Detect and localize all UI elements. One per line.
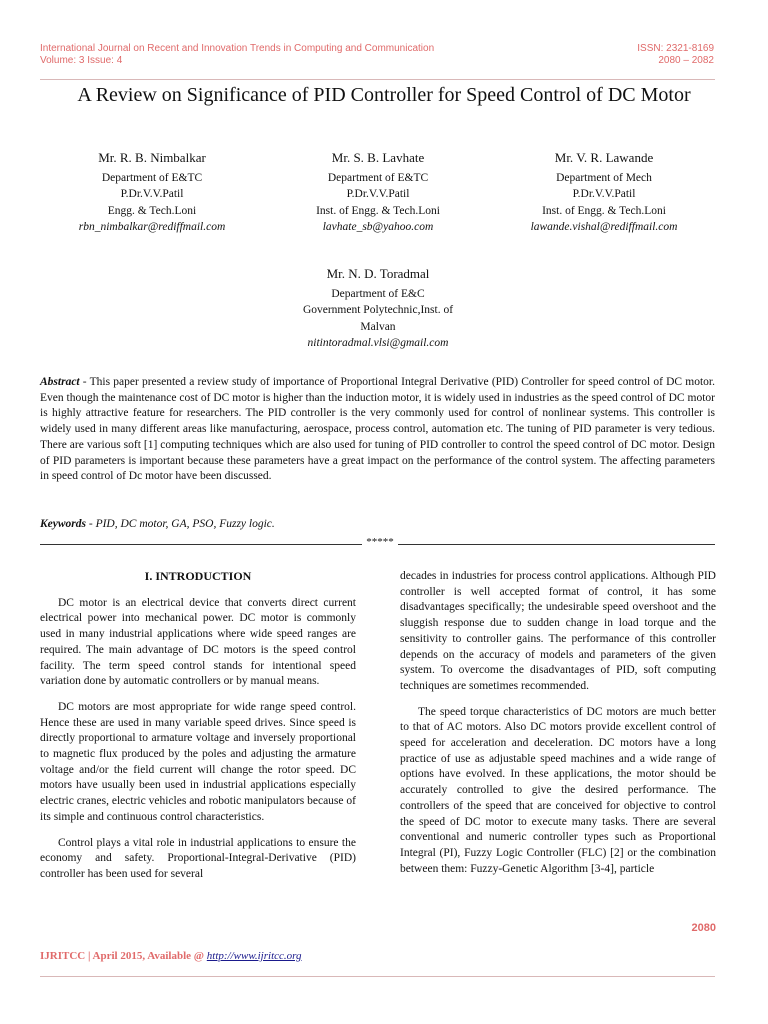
paper-title: A Review on Significance of PID Controller for Speed Control of DC Motor [77, 84, 691, 106]
section-separator [40, 536, 715, 548]
author-email: rbn_nimbalkar@rediffmail.com [78, 221, 226, 233]
issn-header [637, 43, 714, 67]
left-column [40, 569, 356, 893]
keywords [40, 518, 715, 530]
author-institution: Malvan [360, 320, 396, 333]
author-institution: Engg. & Tech.Loni [107, 204, 197, 217]
author-email: nitintoradmal.vlsi@gmail.com [307, 337, 449, 349]
footer-divider [40, 976, 715, 977]
footer [40, 950, 302, 962]
abstract-label: Abstract [40, 376, 80, 388]
author-department: Department of Mech [556, 171, 652, 184]
author-institution: P.Dr.V.V.Patil [346, 188, 410, 200]
author-name: Mr. S. B. Lavhate [331, 150, 425, 165]
author-institution: Inst. of Engg. & Tech.Loni [316, 204, 440, 217]
abstract-text: - This paper presented a review study of importance of Proportional Integral Derivative (PID) Controller for speed control of DC motor. Even though the maintenance cost of DC motor is higher than the induction motor, it is widely used in industries as the speed control of DC motor is highly attractive feature for researchers. The PID controller is the very commonly used for control of nonlinear systems. This controller is widely used in many different areas like manufacturing, aerospace, process control, automation etc. The tuning of PID parameter is very tedious. There are various soft [1] computing techniques which are also used for tuning of PID controller to control the speed control of DC motor. Design of PID parameters is important because these parameters have a great impact on the performance of the control system. The affecting parameters in speed control of Dc motor have been discussed. [40, 376, 715, 483]
separator-line-left [40, 544, 362, 545]
body-paragraph: decades in industries for process control applications. Although PID controller is well accepted format of control, it has some disadvantages specifically; the undesirable speed overshoot and the sluggish response due to sudden change in load torque and the sensitivity to controller gains. The performance of this controller depends on the accuracy of models and parameters of the given system. To overcome the disadvantages of PID, soft computing techniques are sometimes recommended. [400, 570, 716, 692]
page-range: 2080 – 2082 [658, 55, 714, 66]
author-department: Department of E&C [331, 287, 425, 300]
body-paragraph: The speed torque characteristics of DC motors are much better to that of AC motors. Also DC motors provide excellent control of speed for acceleration and deceleration. DC motors have a long practice of use as adjustable speed machines and a wide range of options have evolved. In these applications, the motor should be accurately controlled to give the desired performance. The controllers of the speed that are conceived for objective to control the speed of DC motor to execute many tasks. There are several conventional and numeric controller types such as Proportional Integral (PI), Fuzzy Logic Controller (FLC) [2] or the combination between them: Fuzzy-Genetic Algorithm [3-4], particle [400, 705, 716, 875]
journal-name: International Journal on Recent and Innovation Trends in Computing and Communication [40, 43, 435, 54]
author-name: Mr. V. R. Lawande [554, 150, 654, 165]
body-paragraph: Control plays a vital role in industrial applications to ensure the economy and safety. Proportional-Integral-Derivative (PID) controller has been used for several [40, 836, 356, 880]
author-block [266, 150, 490, 236]
author-department: Department of E&TC [101, 171, 203, 184]
author-email: lavhate_sb@yahoo.com [322, 221, 434, 233]
separator-line-right [398, 544, 715, 545]
author-email: lawande.vishal@rediffmail.com [530, 221, 678, 233]
author-block [492, 150, 716, 236]
author-department: Department of E&TC [327, 171, 429, 184]
right-column [400, 569, 716, 887]
section-heading: I. INTRODUCTION [144, 569, 252, 583]
header-divider [40, 79, 715, 80]
author-institution: Government Polytechnic,Inst. of [302, 304, 454, 316]
author-institution: P.Dr.V.V.Patil [120, 188, 184, 200]
body-paragraph: DC motor is an electrical device that converts direct current electrical power into mechanical power. DC motor is commonly used in many industrial applications where wide speed ranges are required. The main advantage of DC motors is the speed control facility. The term speed control stands for intentional speed variation done by automatic controllers or by manual means. [40, 596, 356, 688]
footer-link[interactable]: http://www.ijritcc.org [206, 950, 302, 962]
page-number: 2080 [691, 922, 716, 934]
journal-header [40, 43, 434, 67]
author-name: Mr. R. B. Nimbalkar [98, 150, 206, 165]
body-paragraph: DC motors are most appropriate for wide range speed control. Hence these are used in many variable speed drives. Since speed is directly proportional to armature voltage and inversely proportional to magnetic flux produced by the poles and adjusting the armature voltage and/or the field current will change the rotor speed. DC motors have usually been used in industrial applications especially electric cranes, electric vehicles and robotic manipulators because of its simple and continuous control characteristics. [40, 700, 356, 823]
footer-brand: IJRITCC | April 2015, Available @ [40, 950, 207, 962]
author-institution: P.Dr.V.V.Patil [572, 188, 636, 200]
separator-stars: ***** [366, 536, 394, 548]
author-block [278, 266, 478, 352]
abstract [40, 375, 715, 485]
issn: ISSN: 2321-8169 [637, 43, 714, 54]
keywords-label: Keywords [40, 518, 86, 530]
volume-issue: Volume: 3 Issue: 4 [40, 55, 123, 66]
keywords-text: - PID, DC motor, GA, PSO, Fuzzy logic. [86, 518, 275, 530]
author-name: Mr. N. D. Toradmal [326, 266, 430, 281]
author-institution: Inst. of Engg. & Tech.Loni [542, 204, 666, 217]
author-block [40, 150, 264, 236]
